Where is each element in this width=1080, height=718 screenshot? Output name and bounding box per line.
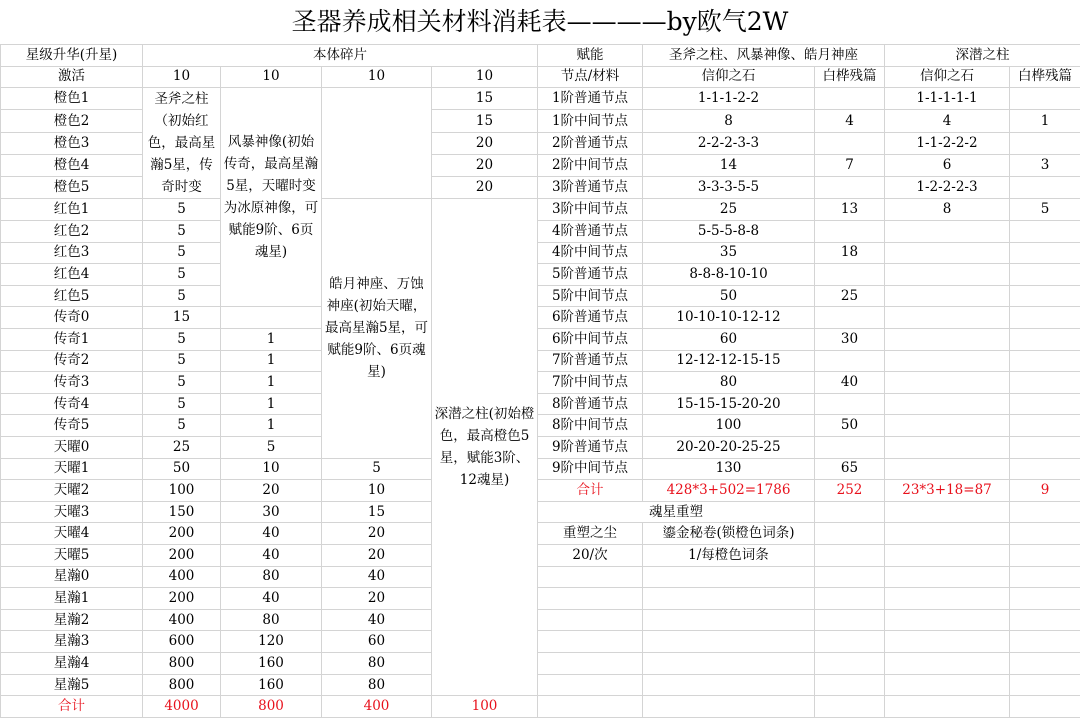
table-row <box>1 566 1080 588</box>
table-cell: 80 <box>322 653 432 675</box>
row-label: 天曜1 <box>1 458 143 480</box>
table-cell: 400 <box>143 566 221 588</box>
row-label: 星瀚1 <box>1 588 143 610</box>
table-cell: 5 <box>143 264 221 286</box>
row-label: 传奇2 <box>1 350 143 372</box>
header-cell: 本体碎片 <box>143 45 538 67</box>
table-cell: 5 <box>322 458 432 480</box>
table-row <box>1 393 1080 415</box>
header-cell: 信仰之石 <box>643 66 815 88</box>
table-cell: 200 <box>143 523 221 545</box>
table-cell <box>1010 437 1080 459</box>
table-cell: 18 <box>815 242 885 264</box>
table-cell <box>885 285 1010 307</box>
table-cell: 5 <box>143 199 221 221</box>
table-cell: 5 <box>1010 199 1080 221</box>
row-label: 传奇4 <box>1 393 143 415</box>
table-row <box>1 66 1080 88</box>
table-cell <box>815 566 885 588</box>
table-cell: 8 <box>643 110 815 132</box>
row-label: 红色2 <box>1 220 143 242</box>
table-cell: 100 <box>643 415 815 437</box>
table-cell: 40 <box>815 372 885 394</box>
table-cell <box>643 566 815 588</box>
table-cell: 25 <box>815 285 885 307</box>
table-cell: 10 <box>322 480 432 502</box>
table-row <box>1 242 1080 264</box>
table-cell <box>885 242 1010 264</box>
table-cell: 1 <box>221 350 322 372</box>
table-cell <box>538 566 643 588</box>
row-label: 星瀚0 <box>1 566 143 588</box>
table-cell <box>1010 132 1080 154</box>
table-cell <box>885 631 1010 653</box>
table-cell: 35 <box>643 242 815 264</box>
table-cell: 20 <box>322 523 432 545</box>
table-cell: 8 <box>885 199 1010 221</box>
table-cell: 4 <box>885 110 1010 132</box>
table-cell: 3阶普通节点 <box>538 177 643 199</box>
total-label: 合计 <box>1 696 143 718</box>
table-cell: 重塑之尘 <box>538 523 643 545</box>
row-label: 传奇5 <box>1 415 143 437</box>
table-cell: 80 <box>643 372 815 394</box>
total-cell: 合计 <box>538 480 643 502</box>
table-cell: 1 <box>221 372 322 394</box>
table-cell <box>885 588 1010 610</box>
row-label: 星瀚3 <box>1 631 143 653</box>
row-label: 橙色3 <box>1 132 143 154</box>
table-cell: 15 <box>432 88 538 110</box>
table-cell: 25 <box>643 199 815 221</box>
table-cell: 5阶普通节点 <box>538 264 643 286</box>
table-cell <box>815 264 885 286</box>
table-cell <box>815 588 885 610</box>
table-cell <box>221 307 322 329</box>
table-cell: 25 <box>143 437 221 459</box>
header-cell: 星级升华(升星) <box>1 45 143 67</box>
table-cell <box>1010 393 1080 415</box>
table-cell: 8阶中间节点 <box>538 415 643 437</box>
table-cell <box>1010 307 1080 329</box>
table-cell: 20 <box>221 480 322 502</box>
table-cell: 5 <box>143 242 221 264</box>
table-row <box>1 674 1080 696</box>
header-cell: 深潜之柱 <box>885 45 1080 67</box>
header-cell: 10 <box>432 66 538 88</box>
table-cell: 6 <box>885 154 1010 176</box>
table-cell: 9阶普通节点 <box>538 437 643 459</box>
table-cell <box>885 415 1010 437</box>
table-cell: 40 <box>221 523 322 545</box>
table-cell <box>643 631 815 653</box>
table-cell <box>815 501 885 523</box>
table-cell <box>885 307 1010 329</box>
row-label: 天曜3 <box>1 501 143 523</box>
table-cell <box>1010 588 1080 610</box>
table-cell: 120 <box>221 631 322 653</box>
table-cell: 800 <box>143 674 221 696</box>
table-cell: 13 <box>815 199 885 221</box>
table-cell <box>885 264 1010 286</box>
table-cell: 7阶普通节点 <box>538 350 643 372</box>
table-row <box>1 609 1080 631</box>
table-row <box>1 220 1080 242</box>
table-cell: 1 <box>221 415 322 437</box>
table-cell <box>538 588 643 610</box>
table-cell: 5-5-5-8-8 <box>643 220 815 242</box>
table-cell: 5 <box>221 437 322 459</box>
table-cell: 8-8-8-10-10 <box>643 264 815 286</box>
table-cell <box>1010 545 1080 567</box>
table-cell: 2-2-2-3-3 <box>643 132 815 154</box>
table-cell: 10-10-10-12-12 <box>643 307 815 329</box>
total-cell: 9 <box>1010 480 1080 502</box>
table-cell <box>1010 285 1080 307</box>
row-label: 星瀚4 <box>1 653 143 675</box>
table-cell <box>885 609 1010 631</box>
table-cell: 30 <box>815 328 885 350</box>
table-cell: 6阶中间节点 <box>538 328 643 350</box>
table-row <box>1 328 1080 350</box>
row-label: 传奇1 <box>1 328 143 350</box>
table-cell <box>815 631 885 653</box>
table-cell: 80 <box>221 566 322 588</box>
table-cell: 5 <box>143 220 221 242</box>
table-cell: 7 <box>815 154 885 176</box>
table-cell <box>885 653 1010 675</box>
table-cell: 9阶中间节点 <box>538 458 643 480</box>
table-cell: 80 <box>322 674 432 696</box>
table-cell <box>1010 220 1080 242</box>
table-cell <box>885 437 1010 459</box>
table-cell: 6阶普通节点 <box>538 307 643 329</box>
table-cell: 50 <box>143 458 221 480</box>
table-cell <box>1010 609 1080 631</box>
merged-note: 深潜之柱(初始橙色，最高橙色5星，赋能3阶、12魂星) <box>432 199 538 696</box>
merged-note: 皓月神座、万蚀神座(初始天曜，最高星瀚5星，可赋能9阶、6页魂星) <box>322 199 432 458</box>
row-label: 橙色4 <box>1 154 143 176</box>
row-label: 传奇3 <box>1 372 143 394</box>
header-cell: 10 <box>322 66 432 88</box>
table-cell: 20-20-20-25-25 <box>643 437 815 459</box>
table-cell: 1-1-1-1-1 <box>885 88 1010 110</box>
table-cell <box>1010 264 1080 286</box>
table-cell: 鎏金秘卷(锁橙色词条) <box>643 523 815 545</box>
header-cell: 激活 <box>1 66 143 88</box>
table-row <box>1 264 1080 286</box>
table-cell: 800 <box>143 653 221 675</box>
table-row <box>1 285 1080 307</box>
table-cell: 14 <box>643 154 815 176</box>
table-cell: 3-3-3-5-5 <box>643 177 815 199</box>
table-cell: 1 <box>221 328 322 350</box>
table-cell: 4阶普通节点 <box>538 220 643 242</box>
table-row <box>1 458 1080 480</box>
table-cell: 2阶普通节点 <box>538 132 643 154</box>
table-cell: 20 <box>322 545 432 567</box>
table-cell <box>815 545 885 567</box>
table-cell: 5阶中间节点 <box>538 285 643 307</box>
table-cell <box>1010 696 1080 718</box>
table-row <box>1 45 1080 67</box>
table-cell: 15 <box>322 501 432 523</box>
table-cell: 60 <box>322 631 432 653</box>
table-cell <box>815 696 885 718</box>
merged-note: 圣斧之柱（初始红色，最高星瀚5星，传奇时变 <box>143 88 221 199</box>
table-row <box>1 631 1080 653</box>
table-cell <box>1010 328 1080 350</box>
table-cell <box>815 88 885 110</box>
table-cell: 7阶中间节点 <box>538 372 643 394</box>
table-cell: 20 <box>432 154 538 176</box>
table-cell <box>1010 674 1080 696</box>
row-label: 天曜2 <box>1 480 143 502</box>
table-cell: 50 <box>643 285 815 307</box>
row-label: 星瀚5 <box>1 674 143 696</box>
table-cell <box>1010 458 1080 480</box>
table-cell: 5 <box>143 393 221 415</box>
table-cell: 160 <box>221 653 322 675</box>
table-cell: 20 <box>432 132 538 154</box>
table-cell: 1/每橙色词条 <box>643 545 815 567</box>
header-cell: 白桦残篇 <box>815 66 885 88</box>
table-cell: 5 <box>143 285 221 307</box>
table-row <box>1 350 1080 372</box>
table-cell: 130 <box>643 458 815 480</box>
table-cell: 3阶中间节点 <box>538 199 643 221</box>
table-cell <box>1010 415 1080 437</box>
row-label: 天曜4 <box>1 523 143 545</box>
table-cell: 200 <box>143 545 221 567</box>
table-cell: 65 <box>815 458 885 480</box>
table-cell: 1 <box>1010 110 1080 132</box>
row-label: 红色5 <box>1 285 143 307</box>
table-cell <box>815 653 885 675</box>
table-cell <box>643 696 815 718</box>
header-cell: 10 <box>143 66 221 88</box>
table-cell <box>885 350 1010 372</box>
table-cell <box>885 566 1010 588</box>
table-cell <box>885 674 1010 696</box>
table-cell <box>815 523 885 545</box>
table-cell <box>885 328 1010 350</box>
table-cell <box>815 220 885 242</box>
table-cell: 160 <box>221 674 322 696</box>
table-cell <box>538 674 643 696</box>
table-cell: 2阶中间节点 <box>538 154 643 176</box>
table-cell: 15 <box>143 307 221 329</box>
table-cell: 50 <box>815 415 885 437</box>
table-cell <box>538 609 643 631</box>
total-cell: 23*3+18=87 <box>885 480 1010 502</box>
table-row <box>1 501 1080 523</box>
row-label: 橙色5 <box>1 177 143 199</box>
table-cell: 4 <box>815 110 885 132</box>
header-cell: 圣斧之柱、风暴神像、皓月神座 <box>643 45 885 67</box>
table-cell <box>643 588 815 610</box>
table-cell: 40 <box>221 545 322 567</box>
table-cell: 1 <box>221 393 322 415</box>
table-cell <box>538 653 643 675</box>
table-cell <box>815 132 885 154</box>
header-cell: 赋能 <box>538 45 643 67</box>
row-label: 天曜0 <box>1 437 143 459</box>
table-cell <box>815 609 885 631</box>
table-cell: 20/次 <box>538 545 643 567</box>
table-cell <box>1010 242 1080 264</box>
table-cell: 200 <box>143 588 221 610</box>
table-cell <box>815 674 885 696</box>
table-row <box>1 88 1080 110</box>
table-cell <box>885 372 1010 394</box>
total-cell: 400 <box>322 696 432 718</box>
table-row <box>1 588 1080 610</box>
table-cell: 80 <box>221 609 322 631</box>
table-cell: 5 <box>143 415 221 437</box>
table-cell <box>322 88 432 199</box>
table-cell <box>885 696 1010 718</box>
header-cell: 白桦残篇 <box>1010 66 1080 88</box>
table-cell <box>815 177 885 199</box>
table-cell: 40 <box>221 588 322 610</box>
table-cell <box>1010 350 1080 372</box>
header-cell: 节点/材料 <box>538 66 643 88</box>
table-cell: 100 <box>143 480 221 502</box>
table-row <box>1 545 1080 567</box>
row-label: 星瀚2 <box>1 609 143 631</box>
row-label: 天曜5 <box>1 545 143 567</box>
table-row <box>1 307 1080 329</box>
section-title: 魂星重塑 <box>538 501 815 523</box>
total-cell: 428*3+502=1786 <box>643 480 815 502</box>
table-row <box>1 199 1080 221</box>
table-cell <box>885 545 1010 567</box>
table-cell <box>643 653 815 675</box>
table-cell <box>885 501 1010 523</box>
table-cell: 15-15-15-20-20 <box>643 393 815 415</box>
row-label: 红色3 <box>1 242 143 264</box>
table-cell <box>1010 631 1080 653</box>
material-table <box>0 44 1080 718</box>
header-cell: 信仰之石 <box>885 66 1010 88</box>
table-cell <box>1010 501 1080 523</box>
row-label: 橙色2 <box>1 110 143 132</box>
row-label: 橙色1 <box>1 88 143 110</box>
table-cell <box>885 458 1010 480</box>
table-cell <box>1010 372 1080 394</box>
table-row <box>1 523 1080 545</box>
table-cell <box>643 609 815 631</box>
table-cell: 10 <box>221 458 322 480</box>
table-cell <box>885 523 1010 545</box>
table-cell: 3 <box>1010 154 1080 176</box>
table-cell: 150 <box>143 501 221 523</box>
table-row <box>1 653 1080 675</box>
table-cell: 5 <box>143 372 221 394</box>
table-cell: 20 <box>322 588 432 610</box>
table-cell <box>538 696 643 718</box>
total-cell: 100 <box>432 696 538 718</box>
table-cell <box>1010 88 1080 110</box>
total-cell: 252 <box>815 480 885 502</box>
total-cell: 800 <box>221 696 322 718</box>
table-cell <box>885 393 1010 415</box>
table-cell <box>815 437 885 459</box>
table-cell: 1-1-2-2-2 <box>885 132 1010 154</box>
table-cell: 20 <box>432 177 538 199</box>
header-cell: 10 <box>221 66 322 88</box>
table-cell <box>1010 523 1080 545</box>
table-cell: 1-1-1-2-2 <box>643 88 815 110</box>
table-row <box>1 696 1080 718</box>
table-cell <box>885 220 1010 242</box>
table-cell <box>1010 177 1080 199</box>
table-cell: 40 <box>322 566 432 588</box>
table-row <box>1 480 1080 502</box>
table-cell <box>538 631 643 653</box>
table-cell: 5 <box>143 328 221 350</box>
table-cell <box>1010 566 1080 588</box>
table-cell: 30 <box>221 501 322 523</box>
table-cell: 12-12-12-15-15 <box>643 350 815 372</box>
table-cell <box>815 307 885 329</box>
table-cell <box>643 674 815 696</box>
table-cell: 60 <box>643 328 815 350</box>
table-cell: 4阶中间节点 <box>538 242 643 264</box>
row-label: 传奇0 <box>1 307 143 329</box>
table-cell: 1阶中间节点 <box>538 110 643 132</box>
table-row <box>1 372 1080 394</box>
table-cell <box>815 350 885 372</box>
sheet-title: 圣器养成相关材料消耗表————by欧气2W <box>291 7 789 36</box>
row-label: 红色4 <box>1 264 143 286</box>
table-cell: 600 <box>143 631 221 653</box>
table-cell: 40 <box>322 609 432 631</box>
table-cell: 5 <box>143 350 221 372</box>
table-cell <box>1010 653 1080 675</box>
table-row <box>1 415 1080 437</box>
table-row <box>1 437 1080 459</box>
row-label: 红色1 <box>1 199 143 221</box>
table-cell <box>815 393 885 415</box>
table-cell: 400 <box>143 609 221 631</box>
total-cell: 4000 <box>143 696 221 718</box>
table-cell: 1-2-2-2-3 <box>885 177 1010 199</box>
table-cell: 15 <box>432 110 538 132</box>
merged-note: 风暴神像(初始传奇，最高星瀚5星，天曜时变为冰原神像，可赋能9阶、6页魂星) <box>221 88 322 307</box>
table-cell: 8阶普通节点 <box>538 393 643 415</box>
table-cell: 1阶普通节点 <box>538 88 643 110</box>
